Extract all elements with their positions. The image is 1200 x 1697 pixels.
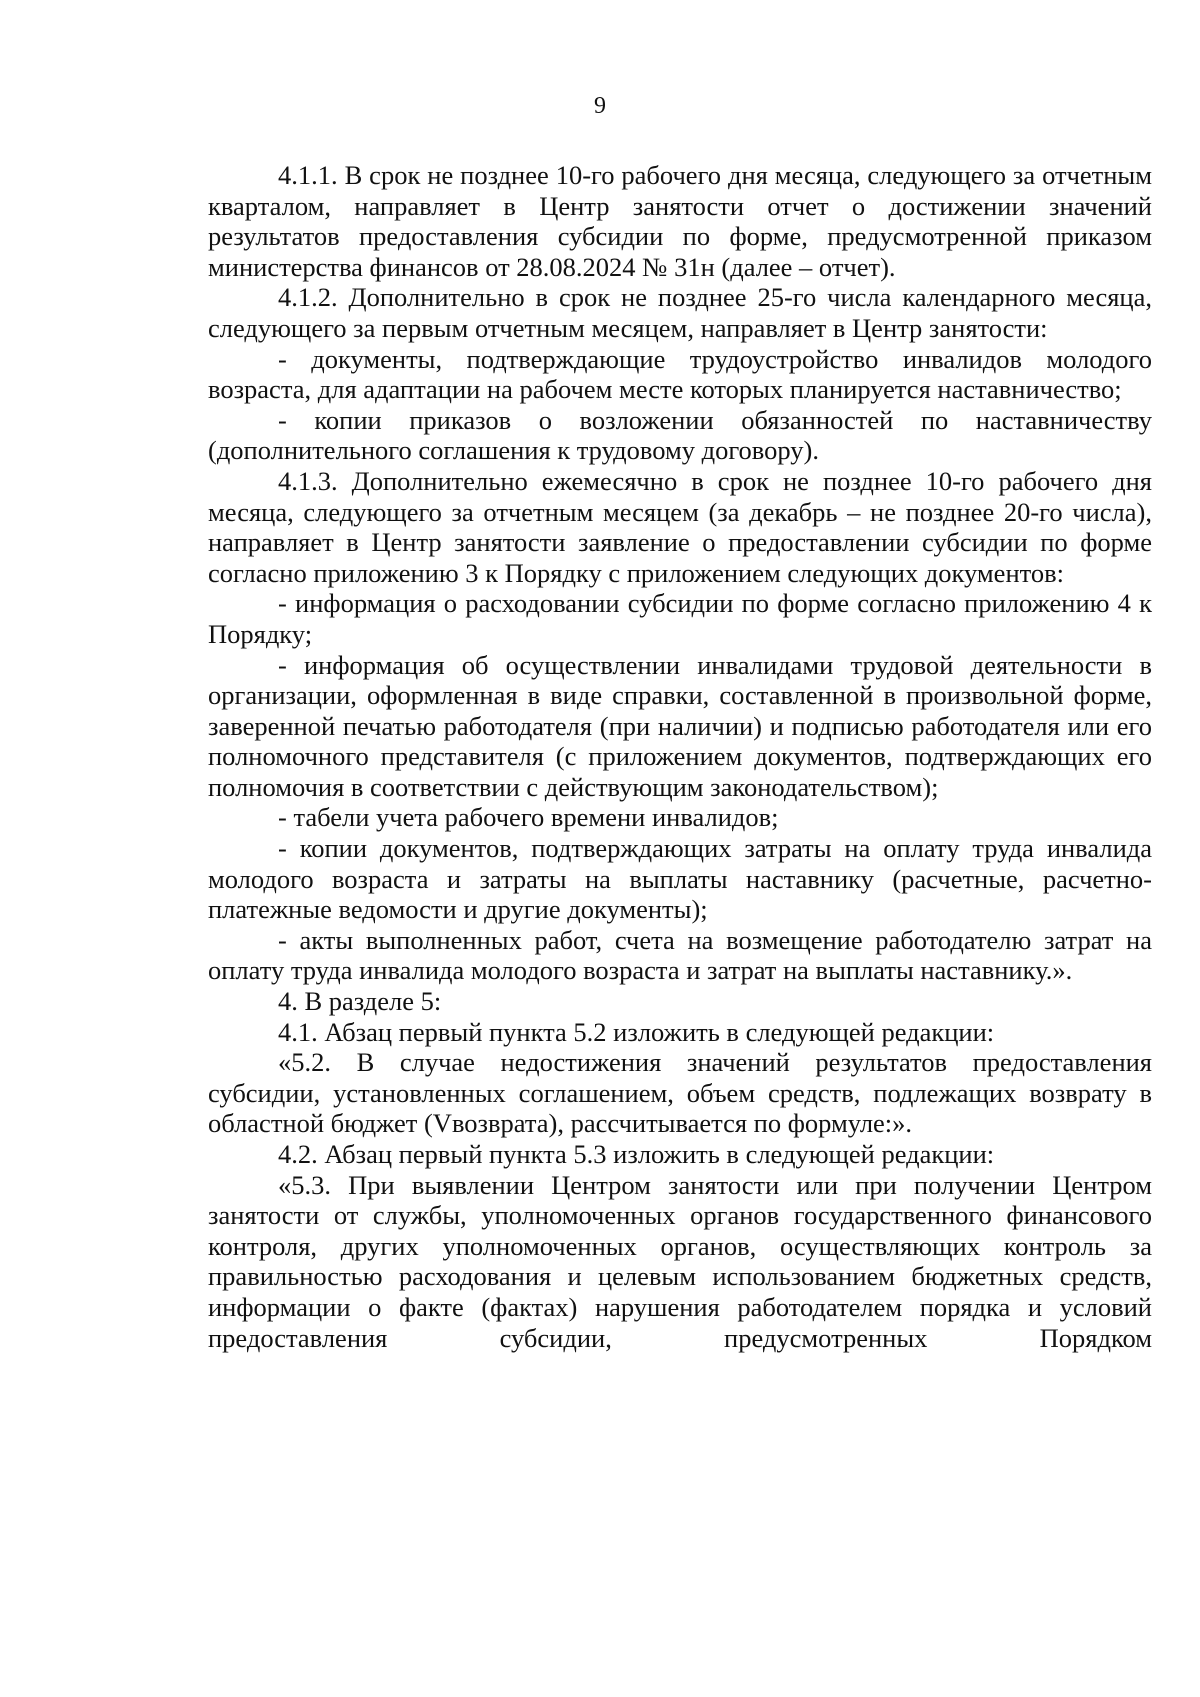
list-item-timesheets: - табели учета рабочего времени инвалидов; [278,802,779,833]
list-item-cost-documents: - копии документов, подтверждающих затраты на оплату труда инвалида молодого возраста и затраты на выплаты наставнику (расчетные, расчетно-платежные ведомости и другие документы); [208,833,1152,925]
list-item-labor-activity-info: - информация об осуществлении инвалидами трудовой деятельности в организации, оформленная в виде справки, составленной в произвольной форме, заверенной печатью работодателя (при наличии) и подписью работодателя или его полномочного представителя (с приложением документов, подтверждающих его полномочия в соответствии с действующим законодательством); [208,649,1152,802]
list-item-work-acts: - акты выполненных работ, счета на возмещение работодателю затрат на оплату труда инвалида молодого возраста и затрат на выплаты наставнику.». [208,924,1152,986]
list-item-subsidy-spending-info: - информация о расходовании субсидии по форме согласно приложению 4 к Порядку; [208,588,1152,649]
paragraph-5-3-quote: «5.3. При выявлении Центром занятости или при получении Центром занятости от службы, уполномоченных органов государственного финансового контроля, других уполномоченных органов, осуществляющих контроль за правильностью расходования и целевым использованием бюджетных средств, информации о факте (фактах) нарушения работодателем порядка и условий предоставления субсидии, предусмотренных Порядком [208,1169,1152,1353]
paragraph-4-2: 4.2. Абзац первый пункта 5.3 изложить в следующей редакции: [278,1139,995,1169]
list-item-mentoring-orders: - копии приказов о возложении обязанностей по наставничеству (дополнительного соглашения к трудовому договору). [208,404,1152,466]
paragraph-4-1: 4.1. Абзац первый пункта 5.2 изложить в следующей редакции: [278,1016,995,1047]
page-number: 9 [594,93,606,119]
paragraph-4-1-3: 4.1.3. Дополнительно ежемесячно в срок не позднее 10-го рабочего дня месяца, следующего за отчетным месяцем (за декабрь – не позднее 20-го числа), направляет в Центр занятости заявление о предоставлении субсидии по форме согласно приложению 3 к Порядку с приложением следующих документов: [208,465,1152,588]
paragraph-4-1-1: 4.1.1. В срок не позднее 10-го рабочего дня месяца, следующего за отчетным кварталом, направляет в Центр занятости отчет о достижении значений результатов предоставления субсидии по форме, предусмотренной приказом министерства финансов от 28.08.2024 № 31н (далее – отчет). [208,160,1152,282]
paragraph-5-2-quote: «5.2. В случае недостижения значений результатов предоставления субсидии, установленных соглашением, объем средств, подлежащих возврату в областной бюджет (Vвозврата), рассчитывается по формуле:». [208,1047,1152,1139]
paragraph-4-1-2: 4.1.2. Дополнительно в срок не позднее 25-го числа календарного месяца, следующего за первым отчетным месяцем, направляет в Центр занятости: [208,282,1152,343]
paragraph-section-5: 4. В разделе 5: [278,986,442,1017]
document-body [208,160,1152,1353]
list-item-employment-documents: - документы, подтверждающие трудоустройство инвалидов молодого возраста, для адаптации на рабочем месте которых планируется наставничество; [208,343,1152,405]
